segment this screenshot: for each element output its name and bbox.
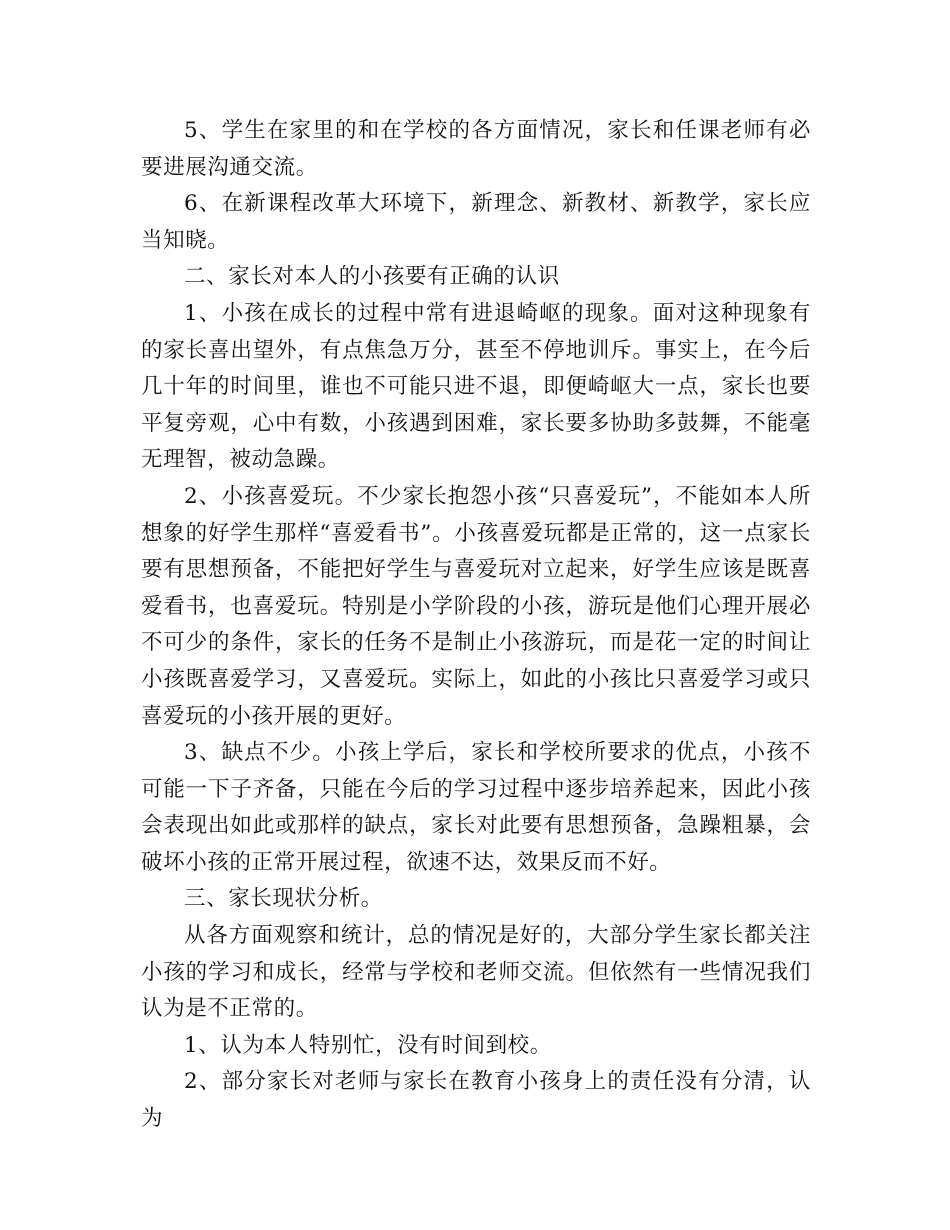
paragraph: 3、缺点不少。小孩上学后，家长和学校所要求的优点，小孩不可能一下子齐备，只能在今后的学习过程中逐步培养起来，因此小孩会表现出如此或那样的缺点，家长对此要有思想预备，急躁粗暴，会破坏小孩的正常开展过程，欲速不达，效果反而不好。 bbox=[141, 740, 811, 875]
paragraph: 2、部分家长对老师与家长在教育小孩身上的责任没有分清，认为 bbox=[141, 1069, 811, 1132]
section-heading: 二、家长对本人的小孩要有正确的认识 bbox=[184, 264, 560, 290]
paragraph: 6、在新课程改革大环境下，新理念、新教材、新教学，家长应当知晓。 bbox=[141, 191, 811, 253]
paragraph: 从各方面观察和统计，总的情况是好的，大部分学生家长都关注小孩的学习和成长，经常与学校和老师交流。但依然有一些情况我们认为是不正常的。 bbox=[141, 923, 811, 1022]
paragraph: 2、小孩喜爱玩。不少家长抱怨小孩“只喜爱玩”，不能如本人所想象的好学生那样“喜爱看书”。小孩喜爱玩都是正常的，这一点家长要有思想预备，不能把好学生与喜爱玩对立起来，好学生应该是既喜爱看书，也喜爱玩。特别是小学阶段的小孩，游玩是他们心理开展必不可少的条件，家长的任务不是制止小孩游玩，而是花一定的时间让小孩既喜爱学习，又喜爱玩。实际上，如此的小孩比只喜爱学习或只喜爱玩的小孩开展的更好。 bbox=[141, 483, 811, 729]
paragraph: 1、认为本人特别忙，没有时间到校。 bbox=[184, 1032, 552, 1058]
document-body bbox=[141, 113, 811, 1138]
section-heading: 三、家长现状分析。 bbox=[184, 886, 383, 912]
paragraph: 1、小孩在成长的过程中常有进退崎岖的现象。面对这种现象有的家长喜出望外，有点焦急万分，甚至不停地训斥。事实上，在今后几十年的时间里，谁也不可能只进不退，即便崎岖大一点，家长也要平复旁观，心中有数，小孩遇到困难，家长要多协助多鼓舞，不能毫无理智，被动急躁。 bbox=[141, 300, 811, 473]
paragraph: 5、学生在家里的和在学校的各方面情况，家长和任课老师有必要进展沟通交流。 bbox=[141, 118, 811, 180]
